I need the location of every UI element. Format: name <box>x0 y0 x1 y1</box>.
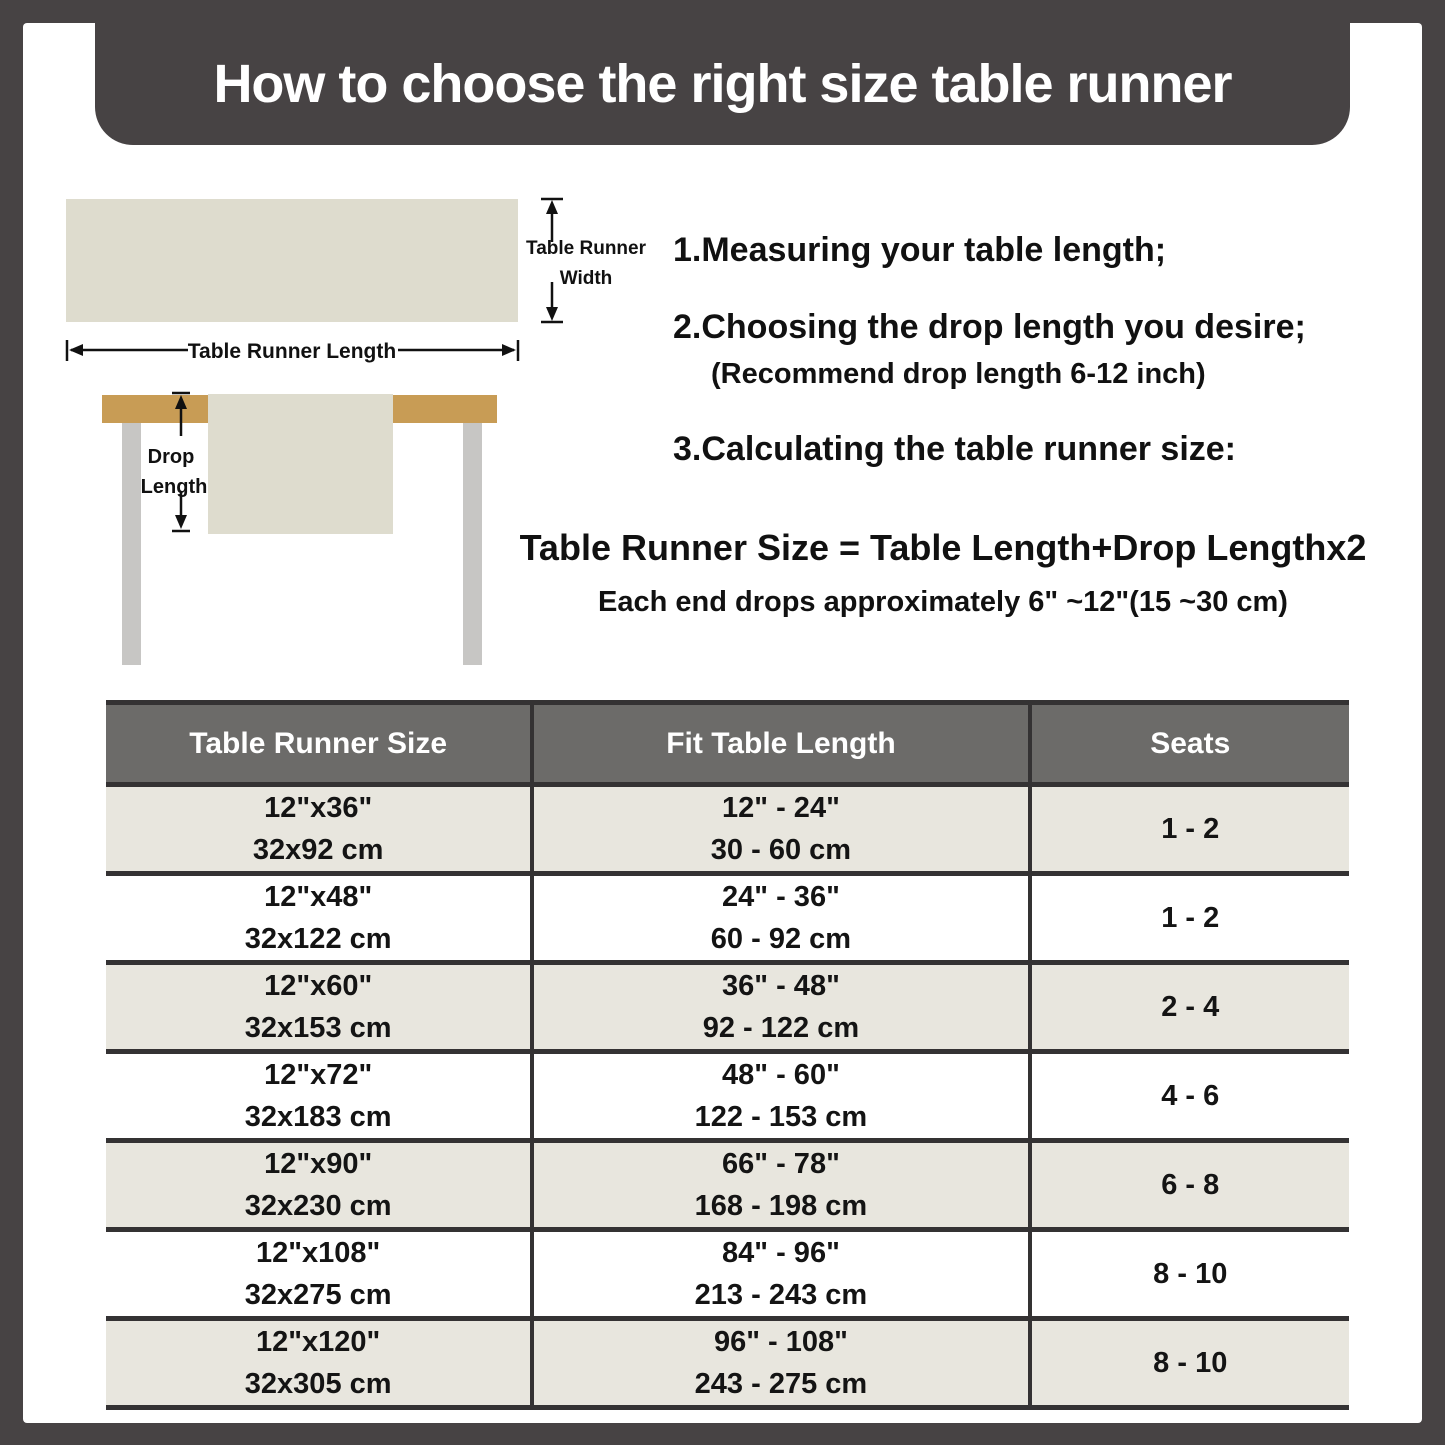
size-chart <box>106 700 1349 1410</box>
drop-label-line1: Drop <box>147 446 195 468</box>
step-1: 1.Measuring your table length; <box>673 231 1167 269</box>
seats-value: 1 - 2 <box>1030 874 1349 963</box>
size-cm: 32x230 cm <box>244 1190 392 1222</box>
table-leg-left <box>122 423 141 665</box>
formula-block <box>468 528 1418 619</box>
table-row <box>106 1141 1349 1230</box>
seats-value: 6 - 8 <box>1030 1141 1349 1230</box>
size-cm: 32x122 cm <box>244 923 392 955</box>
step-2: 2.Choosing the drop length you desire; <box>673 308 1306 346</box>
fit-cm: 30 - 60 cm <box>710 834 852 866</box>
table-row <box>106 1319 1349 1408</box>
step-3: 3.Calculating the table runner size: <box>673 430 1237 468</box>
formula-note: Each end drops approximately 6" ~12"(15 ~30 cm) <box>598 586 1288 618</box>
header-row <box>106 703 1349 785</box>
instructions <box>673 230 1439 469</box>
table-row <box>106 1230 1349 1319</box>
col-header-seats: Seats <box>1030 703 1349 785</box>
width-arrowhead-down <box>546 307 558 321</box>
content-area <box>23 23 1422 1423</box>
fit-cm: 122 - 153 cm <box>694 1101 868 1133</box>
fit-cm: 243 - 275 cm <box>694 1368 868 1400</box>
size-inch: 12"x36" <box>264 792 373 824</box>
table-row <box>106 785 1349 874</box>
formula-text: Table Runner Size = Table Length+Drop Lengthx2 <box>519 527 1367 568</box>
size-inch: 12"x120" <box>256 1326 381 1358</box>
seats-value: 8 - 10 <box>1030 1230 1349 1319</box>
table-row <box>106 963 1349 1052</box>
size-inch: 12"x108" <box>256 1237 381 1269</box>
seats-value: 8 - 10 <box>1030 1319 1349 1408</box>
table-row <box>106 874 1349 963</box>
col-header-fit-length: Fit Table Length <box>532 703 1029 785</box>
width-dimension-arrow <box>541 199 563 322</box>
fit-cm: 168 - 198 cm <box>694 1190 868 1222</box>
size-cm: 32x183 cm <box>244 1101 392 1133</box>
table-row <box>106 1052 1349 1141</box>
title-banner <box>95 23 1350 145</box>
runner-drape <box>208 394 393 534</box>
size-cm: 32x92 cm <box>252 834 384 866</box>
fit-inch: 66" - 78" <box>722 1148 840 1180</box>
size-inch: 12"x60" <box>264 970 373 1002</box>
fit-cm: 60 - 92 cm <box>710 923 852 955</box>
width-arrowhead-up <box>546 200 558 214</box>
fit-inch: 96" - 108" <box>713 1326 848 1358</box>
size-cm: 32x275 cm <box>244 1279 392 1311</box>
size-table <box>106 700 1349 1410</box>
size-cm: 32x305 cm <box>244 1368 392 1400</box>
col-header-runner-size: Table Runner Size <box>106 703 532 785</box>
width-label-line2: Width <box>559 268 613 289</box>
fit-cm: 92 - 122 cm <box>702 1012 860 1044</box>
size-inch: 12"x48" <box>264 881 373 913</box>
size-cm: 32x153 cm <box>244 1012 392 1044</box>
drop-label-line2: Length <box>140 476 208 498</box>
length-arrowhead-right <box>502 344 516 356</box>
runner-top-view-rect <box>66 199 518 322</box>
step-2-note: (Recommend drop length 6-12 inch) <box>711 358 1206 390</box>
width-label-line1: Table Runner <box>526 238 646 259</box>
size-inch: 12"x72" <box>264 1059 373 1091</box>
measurement-diagram <box>40 180 680 700</box>
page-title: How to choose the right size table runner <box>213 54 1232 114</box>
fit-cm: 213 - 243 cm <box>694 1279 868 1311</box>
size-inch: 12"x90" <box>264 1148 373 1180</box>
length-arrowhead-left <box>69 344 83 356</box>
fit-inch: 48" - 60" <box>722 1059 840 1091</box>
seats-value: 1 - 2 <box>1030 785 1349 874</box>
length-label: Table Runner Length <box>187 340 397 363</box>
fit-inch: 24" - 36" <box>722 881 840 913</box>
drop-arrowhead-down <box>175 515 187 529</box>
fit-inch: 36" - 48" <box>722 970 840 1002</box>
fit-inch: 84" - 96" <box>722 1237 840 1269</box>
seats-value: 2 - 4 <box>1030 963 1349 1052</box>
fit-inch: 12" - 24" <box>722 792 840 824</box>
seats-value: 4 - 6 <box>1030 1052 1349 1141</box>
